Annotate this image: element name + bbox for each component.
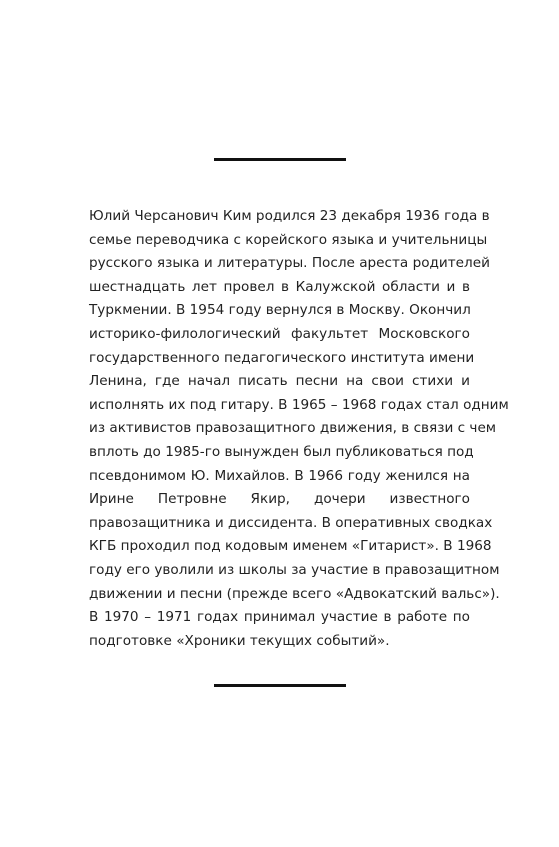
text-line: исполнять их под гитару. В 1965 – 1968 годах стал одним: [89, 396, 509, 413]
text-line: Ирине Петровне Якир, дочери известного: [89, 491, 470, 508]
text-line: историко-филологический факультет Московского: [89, 325, 470, 342]
text-line: подготовке «Хроники текущих событий».: [89, 632, 390, 649]
text-line: из активистов правозащитного движения, в связи с чем: [89, 420, 497, 437]
biography-paragraph: [89, 205, 509, 653]
text-line: вплоть до 1985-го вынужден был публиковаться под: [89, 443, 474, 460]
text-line: псевдонимом Ю. Михайлов. В 1966 году женился на: [89, 467, 470, 484]
text-line: государственного педагогического института имени: [89, 349, 475, 366]
text-line: Юлий Черсанович Ким родился 23 декабря 1936 года в: [89, 208, 490, 224]
text-line: году его уволили из школы за участие в правозащитном: [89, 561, 500, 578]
text-line: русского языка и литературы. После ареста родителей: [89, 255, 490, 272]
top-divider: [214, 158, 346, 161]
text-line: шестнадцать лет провел в Калужской области и в: [89, 278, 470, 295]
text-line: движении и песни (прежде всего «Адвокатский вальс»).: [89, 585, 500, 602]
text-line: В 1970 – 1971 годах принимал участие в работе по: [89, 609, 470, 626]
text-line: семье переводчика с корейского языка и учительницы: [89, 231, 488, 248]
text-line: Туркмении. В 1954 году вернулся в Москву. Окончил: [89, 302, 471, 319]
bottom-divider: [214, 684, 346, 687]
text-line: КГБ проходил под кодовым именем «Гитарист». В 1968: [89, 538, 492, 555]
text-line: Ленина, где начал писать песни на свои стихи и: [89, 373, 470, 390]
text-line: правозащитника и диссидента. В оперативных сводках: [89, 514, 493, 531]
